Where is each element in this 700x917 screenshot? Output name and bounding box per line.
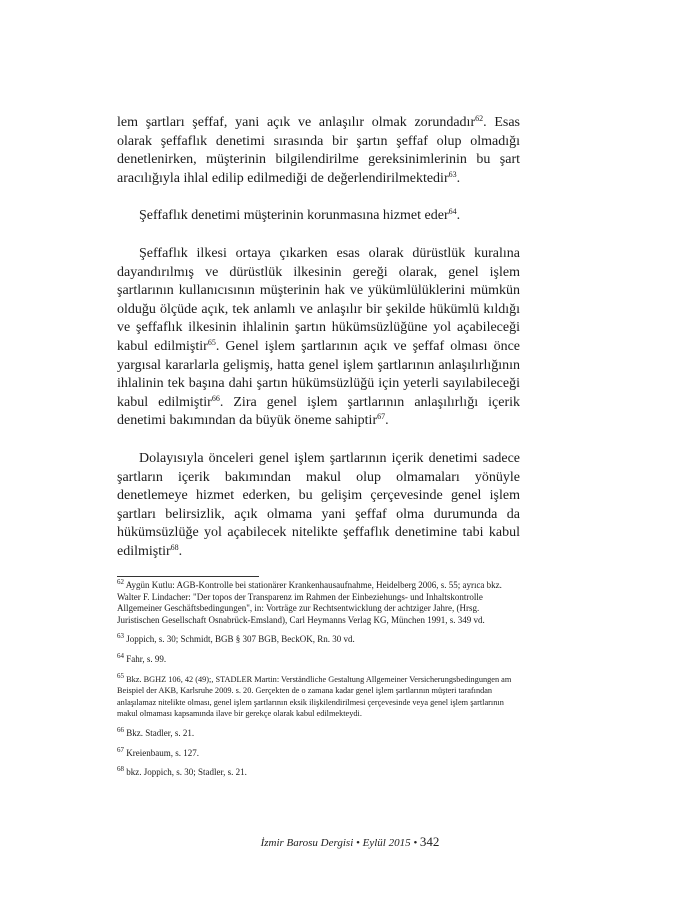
- footnote-68: $^{68}$ bkz. Joppich, s. 30; Stadler, s. 21.: [117, 765, 247, 778]
- body-text: [117, 114, 520, 561]
- paragraph-4: Dolayısıyla önceleri genel işlem şartlarının içerik denetimi sadece şartların içerik bakımından makul olup olmamaları yönüyle denetlemeye hizmet ederken, bu gelişim çerçevesinde genel işlem şartları belirsizlik, açık olmama yani şeffaf olma durumunda da hükümsüzlüğe yol açabilecek nitelikte şeffaflık denetimine tabi kabul edilmiştir$^{68}$.: [117, 450, 520, 559]
- footnote-ref: 63: [448, 169, 457, 179]
- page-footer: [0, 834, 700, 850]
- paragraph-1: lem şartları şeffaf, yani açık ve anlaşılır olmak zorundadır$^{62}$. Esas olarak şeffaflık denetimi sırasında bir şartın şeffaf olup olmadığı denetlenirken, müşterinin bilgilendirilme gereksinimlerinin bu şart aracılığıyla ihlal edilip edilmediği de değerlendirilmektedir$^{63}$.: [117, 114, 520, 186]
- footnote-63: $^{63}$ Joppich, s. 30; Schmidt, BGB § 307 BGB, BeckOK, Rn. 30 vd.: [117, 632, 355, 645]
- journal-name: İzmir Barosu Dergisi • Eylül 2015 •: [260, 837, 418, 849]
- footnote-ref: 65: [207, 337, 216, 347]
- footnote-separator: [117, 576, 259, 577]
- footnote-ref: 62: [475, 114, 484, 123]
- paragraph-2: Şeffaflık denetimi müşterinin korunmasına hizmet eder$^{64}$.: [139, 207, 461, 224]
- footnote-62: $^{62}$ Aygün Kutlu: AGB-Kontrolle bei stationärer Krankenhausaufnahme, Heidelberg 2006, s. 55; ayrıca bkz. Walter F. Lindacher: "Der topos der Transparenz im Rahmen der Einbeziehungs- und Inhaltskontrolle Allgemeiner Geschäftsbedingungen", in: Vorträge zur Rechtsentwicklung der achtziger Jahre, (Hrsg. Juristischen Gesellschaft Osnabrück-Emsland), Carl Heymanns Verlag KG, München 1991, s. 349 vd.: [117, 578, 502, 625]
- footnote-64: $^{64}$ Fahr, s. 99.: [117, 651, 167, 664]
- footnote-66: $^{66}$ Bkz. Stadler, s. 21.: [117, 725, 195, 738]
- footnotes: [117, 580, 520, 787]
- footnote-ref: 64: [448, 207, 457, 217]
- page-number: 342: [419, 834, 440, 849]
- footnote-ref: 67: [377, 412, 386, 422]
- footnote-ref: 68: [170, 542, 179, 552]
- footnote-ref: 66: [211, 393, 220, 403]
- footnote-67: $^{67}$ Kreienbaum, s. 127.: [117, 745, 199, 758]
- footnote-65: $^{65}$ Bkz. BGHZ 106, 42 (49);, STADLER Martin: Verständliche Gestaltung Allgemeiner Versicherungsbedingungen am Beispiel der AKB, Karlsruhe 2009. s. 20. Gerçekten de o zamana kadar genel işlem şartlarının müşteri tarafından anlaşılamaz nitelikte olması, genel işlem şartlarının eksik ilişkilendirilmesi çerçevesinde veya genel işlem şartlarının makul olmaması kapsamında ilave bir gerekçe olarak kabul edilmekteydi.: [117, 671, 512, 719]
- paragraph-3: Şeffaflık ilkesi ortaya çıkarken esas olarak dürüstlük kuralına dayandırılmış ve dürüstlük ilkesinin gereği olarak, genel işlem şartlarının kullanıcısının müşterinin hak ve yükümlülüklerini mümkün olduğu ölçüde açık, tek anlamlı ve anlaşılır bir şekilde hükümlü kıldığı ve şeffaflık ilkesinin ihlalinin şartın hükümsüzlüğüne yol açabileceği kabul edilmiştir$^{65}$. Genel işlem şartlarının açık ve şeffaf olması önce yargısal kararlarla gelişmiş, hatta genel işlem şartlarının anlaşılırlığının ihlalinin tek başına dahi şartın hükümsüzlüğü için yeterli sayılabileceği kabul edilmiştir$^{66}$. Zira genel işlem şartlarının anlaşılırlığı içerik denetimi bakımından da büyük öneme sahiptir$^{67}$.: [117, 245, 521, 429]
